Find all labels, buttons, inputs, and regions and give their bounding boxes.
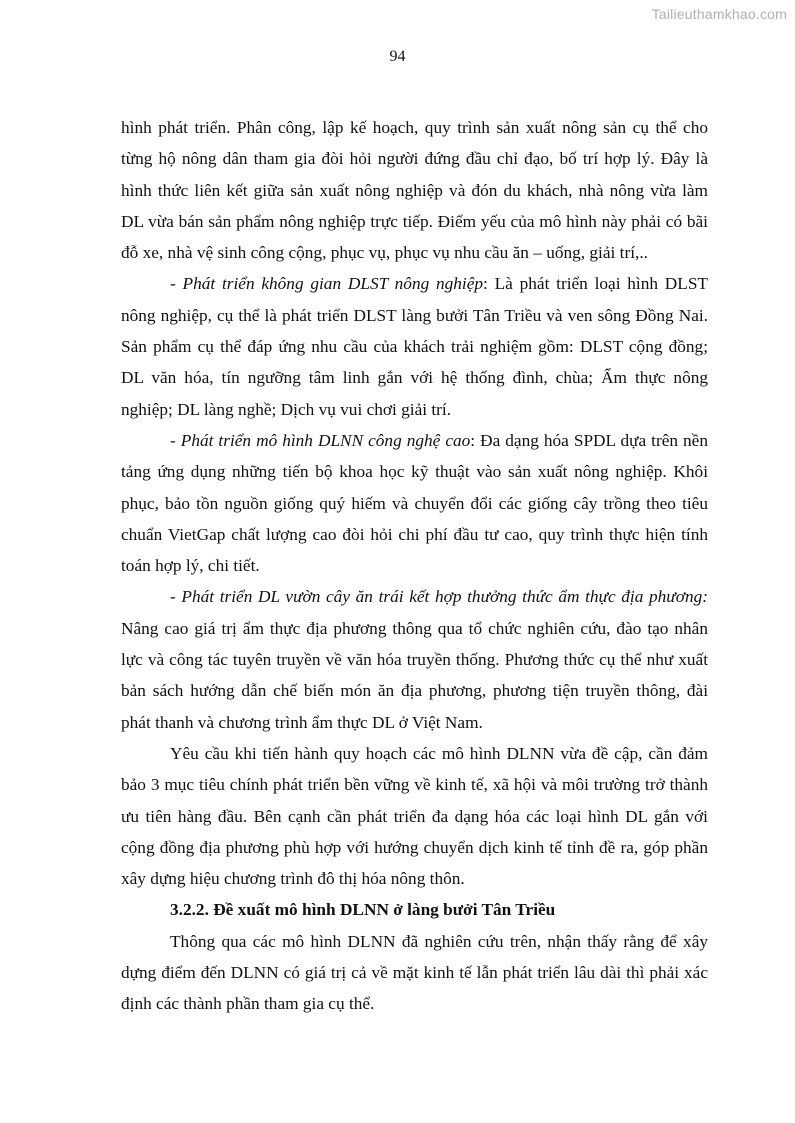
list-dash: - xyxy=(170,274,183,294)
text-line: hình thức liên kết giữa sản xuất nông nghiệp và đón du khách, nhà nông vừa làm xyxy=(121,180,708,200)
text-line: toán hợp lý, chi tiết. xyxy=(121,556,260,576)
text-line: phát thanh và chương trình ẩm thực DL ở Việt Nam. xyxy=(121,712,483,732)
text-line: bảo 3 mục tiêu chính phát triển bền vững về kinh tế, xã hội và môi trường trở thành xyxy=(121,775,708,795)
list-dash: - xyxy=(170,587,182,607)
italic-lead: Phát triển DL vườn cây ăn trái kết hợp thưởng thức ẩm thực địa phương: xyxy=(181,587,708,607)
text-line: ưu tiên hàng đầu. Bên cạnh cần phát triển đa dạng hóa các loại hình DL gắn với xyxy=(121,806,708,826)
text-line: phục, bảo tồn nguồn giống quý hiếm và chuyển đổi các giống cây trồng theo tiêu xyxy=(121,493,708,513)
text-line: bản sách hướng dẫn chế biến món ăn địa phương, phương tiện truyền thông, đài xyxy=(121,681,708,701)
text-line: nông nghiệp, cụ thể là phát triển DLST làng bưởi Tân Triều và ven sông Đồng Nai. xyxy=(121,305,708,325)
page-number: 94 xyxy=(389,48,406,65)
text-line: định các thành phần tham gia cụ thể. xyxy=(121,994,375,1014)
text-line xyxy=(121,425,708,456)
paragraph-3 xyxy=(121,425,708,581)
section-heading: 3.2.2. Đề xuất mô hình DLNN ở làng bưởi Tân Triều xyxy=(170,900,556,920)
text-line: xây dựng hiệu chương trình đô thị hóa nông thôn. xyxy=(121,869,465,889)
text-line xyxy=(121,268,708,299)
text-line: dựng điểm đến DLNN có giá trị cả về mặt kinh tế lẫn phát triển lâu dài thì phải xác xyxy=(121,963,708,983)
italic-lead: Phát triển không gian DLST nông nghiệp xyxy=(182,274,484,294)
paragraph-2 xyxy=(121,268,708,424)
paragraph-6 xyxy=(121,926,708,1020)
text-line: DL vừa bán sản phẩm nông nghiệp trực tiếp. Điểm yếu của mô hình này phải có bãi xyxy=(121,211,708,231)
text-line: chuẩn VietGap chất lượng cao đòi hỏi chi phí đầu tư cao, quy trình thực hiện tính xyxy=(121,524,708,544)
watermark-text: Tailieuthamkhao.com xyxy=(651,6,787,22)
lead-rest: : Đa dạng hóa SPDL dựa trên nền xyxy=(470,430,708,450)
text-line: cộng đồng địa phương phù hợp với hướng chuyển dịch kinh tế tỉnh đề ra, góp phần xyxy=(121,837,708,857)
italic-lead: Phát triển mô hình DLNN công nghệ cao xyxy=(180,430,471,450)
document-body xyxy=(121,112,708,1020)
paragraph-4 xyxy=(121,581,708,737)
text-line: lực và công tác tuyên truyền về văn hóa truyền thống. Phương thức cụ thể như xuất xyxy=(121,650,708,670)
text-line: Thông qua các mô hình DLNN đã nghiên cứu trên, nhận thấy rằng để xây xyxy=(170,931,708,951)
text-line: tảng ứng dụng những tiến bộ khoa học kỹ thuật vào sản xuất nông nghiệp. Khôi xyxy=(121,462,708,482)
text-line: Nâng cao giá trị ẩm thực địa phương thông qua tổ chức nghiên cứu, đào tạo nhân xyxy=(121,618,708,638)
paragraph-5 xyxy=(121,738,708,894)
list-dash: - xyxy=(170,430,181,450)
text-line: hình phát triển. Phân công, lập kế hoạch, quy trình sản xuất nông sản cụ thể cho xyxy=(121,118,708,137)
paragraph-1 xyxy=(121,112,708,268)
text-line: nghiệp; DL làng nghề; Dịch vụ vui chơi giải trí. xyxy=(121,399,452,419)
text-line: Yêu cầu khi tiến hành quy hoạch các mô hình DLNN vừa đề cập, cần đảm xyxy=(170,743,708,763)
text-line: DL văn hóa, tín ngưỡng tâm linh gắn với hệ thống đình, chùa; Ẩm thực nông xyxy=(121,368,708,388)
text-line: từng hộ nông dân tham gia đòi hỏi người đứng đầu chỉ đạo, bố trí hợp lý. Đây là xyxy=(121,149,708,169)
lead-rest: : Là phát triển loại hình DLST xyxy=(483,274,708,294)
text-line xyxy=(121,581,708,612)
text-line: đỗ xe, nhà vệ sinh công cộng, phục vụ, phục vụ nhu cầu ăn – uống, giải trí,.. xyxy=(121,243,648,263)
text-line: Sản phẩm cụ thể đáp ứng nhu cầu của khách trải nghiệm gồm: DLST cộng đồng; xyxy=(121,337,708,357)
